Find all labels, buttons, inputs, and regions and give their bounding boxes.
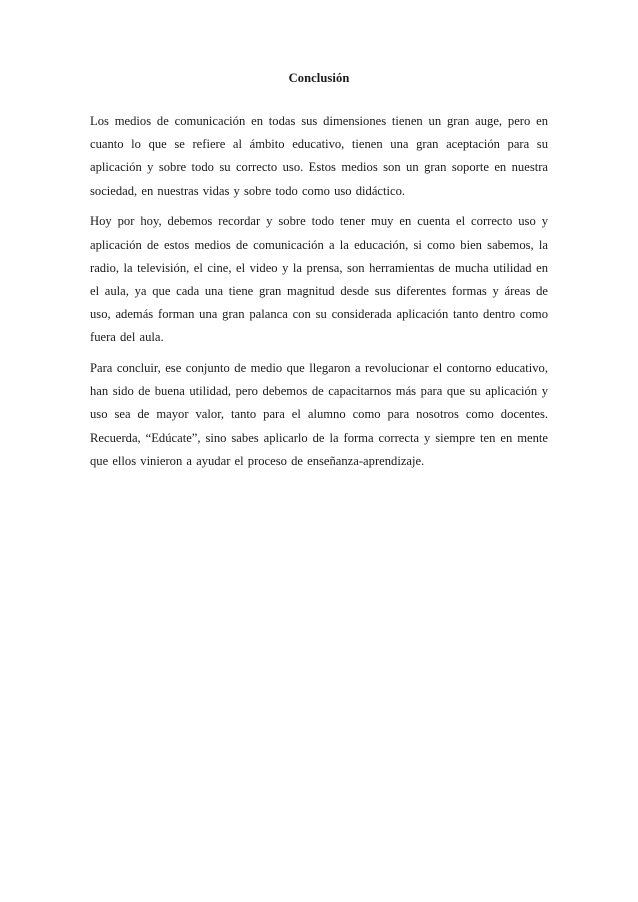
paragraph-2: Hoy por hoy, debemos recordar y sobre todo tener muy en cuenta el correcto uso y aplicación de estos medios de comunicación a la educación, si como bien sabemos, la radio, la televisión, el cine, el video y la prensa, son herramientas de mucha utilidad en el aula, ya que cada una tiene gran magnitud desde sus diferentes formas y áreas de uso, además forman una gran palanca con su considerada aplicación tanto dentro como fuera del aula. bbox=[90, 214, 548, 345]
paragraph-1: Los medios de comunicación en todas sus dimensiones tienen un gran auge, pero en cuanto lo que se refiere al ámbito educativo, tienen una gran aceptación para su aplicación y sobre todo su correcto uso. Estos medios son un gran soporte en nuestra sociedad, en nuestras vidas y sobre todo como uso didáctico. bbox=[90, 114, 548, 198]
document-title: Conclusión bbox=[288, 71, 350, 85]
paragraph-3: Para concluir, ese conjunto de medio que llegaron a revolucionar el contorno educativo, han sido de buena utilidad, pero debemos de capacitarnos más para que su aplicación y uso sea de mayor valor, tanto para el alumno como para nosotros como docentes. Recuerda, “Edúcate”, sino sabes aplicarlo de la forma correcta y siempre ten en mente que ellos vinieron a ayudar el proceso de enseñanza-aprendizaje. bbox=[90, 361, 548, 468]
